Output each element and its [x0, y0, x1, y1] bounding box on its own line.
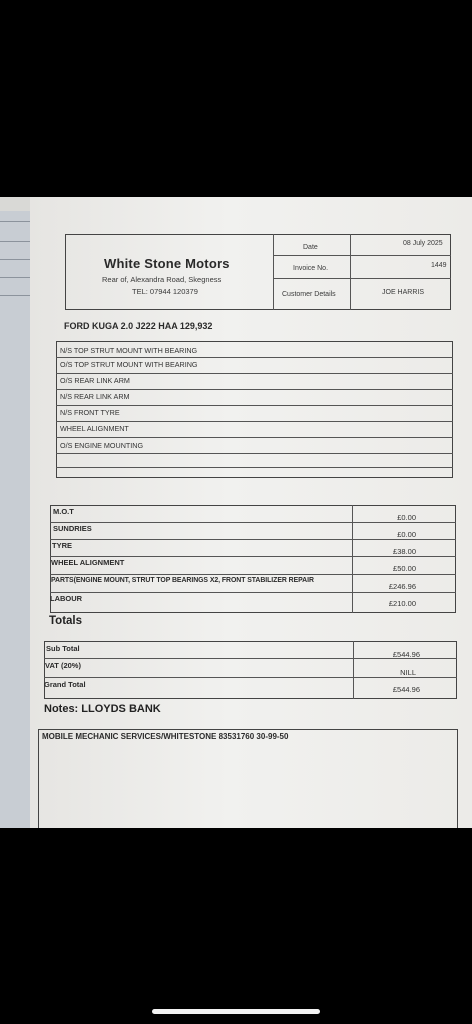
charge-label: M.O.T [53, 507, 74, 516]
charge-label: SUNDRIES [53, 524, 92, 533]
row-line [50, 522, 456, 523]
sheet-line [0, 221, 34, 222]
row-line [56, 421, 453, 422]
underlying-sheet [0, 211, 34, 828]
row-line [44, 677, 457, 678]
charge-label: TYRE [52, 541, 73, 550]
row-line [56, 453, 453, 454]
vehicle-details: FORD KUGA 2.0 J222 HAA 129,932 [64, 321, 213, 331]
company-name: White Stone Motors [104, 256, 230, 271]
row-line [56, 467, 453, 468]
invoice-no-value: 1449 [431, 262, 447, 269]
charge-label: LABOUR [50, 594, 83, 603]
total-amount: £544.96 [392, 650, 420, 659]
header-divider [350, 234, 351, 310]
notes-title: Notes: LLOYDS BANK [44, 703, 161, 715]
charge-amount: £38.00 [393, 547, 416, 556]
header-row-line [273, 278, 451, 279]
work-item: WHEEL ALIGNMENT [60, 424, 129, 433]
row-line [56, 437, 453, 438]
work-item: N/S REAR LINK ARM [60, 392, 130, 401]
company-address: Rear of, Alexandra Road, Skegness [102, 275, 222, 284]
sheet-line [0, 259, 34, 260]
sheet-line [0, 241, 34, 242]
total-amount: NILL [400, 668, 416, 677]
work-item: O/S REAR LINK ARM [60, 376, 130, 385]
company-phone: TEL: 07944 120379 [132, 287, 198, 296]
row-line [56, 389, 453, 390]
sheet-line [0, 277, 34, 278]
sheet-line [0, 295, 34, 296]
row-line [56, 405, 453, 406]
charge-amount: £246.96 [388, 582, 416, 591]
total-label: Sub Total [46, 644, 80, 653]
work-item: N/S FRONT TYRE [60, 408, 120, 417]
invoice-paper [30, 197, 472, 828]
work-item: O/S ENGINE MOUNTING [60, 441, 144, 450]
charge-label: WHEEL ALIGNMENT [51, 558, 125, 567]
work-item: N/S TOP STRUT MOUNT WITH BEARING [60, 346, 198, 355]
charge-amount: £210.00 [388, 599, 416, 608]
amount-divider [353, 641, 354, 699]
row-line [50, 592, 456, 593]
totals-title: Totals [49, 615, 83, 627]
row-line [50, 574, 456, 575]
customer-value: JOE HARRIS [382, 289, 425, 296]
date-label: Date [303, 244, 318, 251]
row-line [56, 373, 453, 374]
customer-label: Customer Details [282, 291, 336, 298]
total-amount: £544.96 [392, 685, 420, 694]
charge-amount: £0.00 [397, 513, 416, 522]
row-line [50, 539, 456, 540]
header-row-line [273, 255, 451, 256]
invoice-no-label: Invoice No. [293, 265, 329, 272]
charge-amount: £0.00 [397, 530, 416, 539]
header-box [65, 234, 451, 310]
bank-details: MOBILE MECHANIC SERVICES/WHITESTONE 83531760 30-99-50 [42, 732, 289, 741]
row-line [56, 357, 453, 358]
charge-amount: £50.00 [393, 564, 416, 573]
total-label: Grand Total [44, 680, 86, 689]
home-indicator[interactable] [152, 1009, 320, 1014]
work-item: O/S TOP STRUT MOUNT WITH BEARING [60, 360, 198, 369]
charge-label: PARTS(ENGINE MOUNT, STRUT TOP BEARINGS X2, FRONT STABILIZER REPAIR [51, 577, 314, 584]
header-divider [273, 234, 274, 310]
row-line [50, 556, 456, 557]
notes-box [38, 729, 458, 828]
date-value: 08 July 2025 [403, 240, 443, 247]
total-label: VAT (20%) [45, 661, 81, 670]
invoice-photo [0, 197, 472, 828]
